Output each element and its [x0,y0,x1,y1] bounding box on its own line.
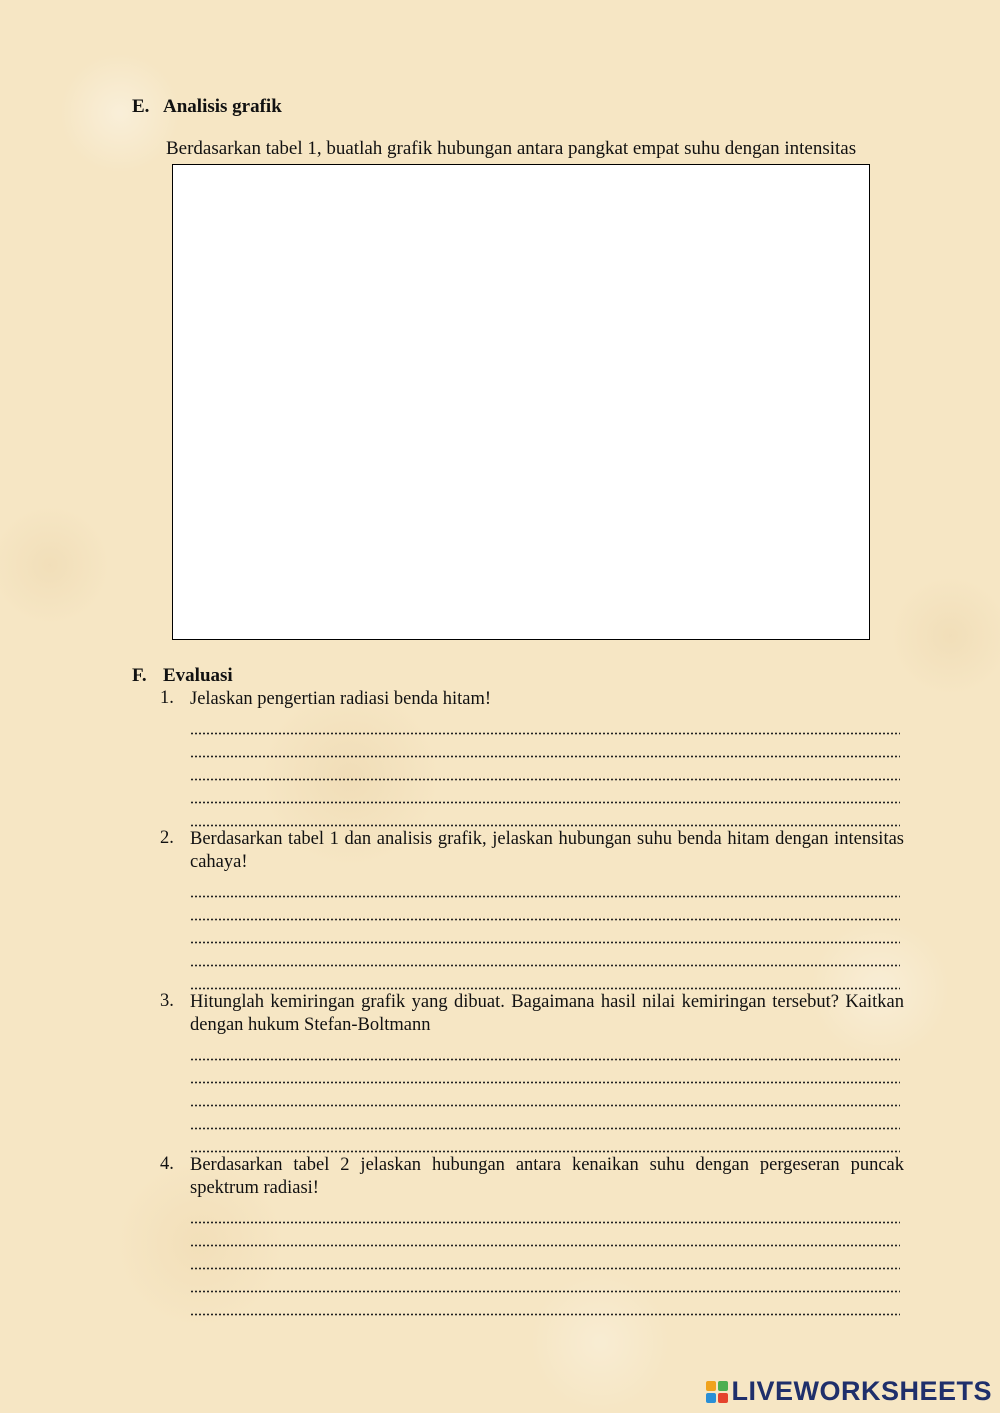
section-f-heading [132,665,233,687]
question-number: 2. [160,828,174,848]
answer-line[interactable] [190,759,900,782]
logo-square-icon [706,1393,716,1403]
answer-line[interactable] [190,713,900,736]
answer-line[interactable] [190,1062,900,1085]
answer-line[interactable] [190,1225,900,1248]
answer-line[interactable] [190,1248,900,1271]
logo-square-icon [718,1381,728,1391]
question-text: Hitunglah kemiringan grafik yang dibuat. Bagaimana hasil nilai kemiringan tersebut? Kaitkan dengan hukum Stefan-Boltmann [190,992,904,1035]
answer-line[interactable] [190,968,900,991]
answer-line[interactable] [190,736,900,759]
answer-line[interactable] [190,1131,900,1154]
answer-area-2 [190,876,904,991]
question-number: 1. [160,688,174,708]
liveworksheets-logo-text: LIVEWORKSHEETS [731,1376,992,1406]
answer-line[interactable] [190,1271,900,1294]
logo-square-icon [718,1393,728,1403]
liveworksheets-logo-icon [706,1381,728,1403]
graph-instruction: Berdasarkan tabel 1, buatlah grafik hubungan antara pangkat empat suhu dengan intensitas [166,138,857,159]
section-e-letter: E. [132,96,150,117]
question-1 [160,688,904,828]
question-4 [160,1154,904,1317]
answer-line[interactable] [190,1039,900,1062]
answer-line[interactable] [190,1202,900,1225]
graph-drawing-area[interactable] [172,164,870,640]
answer-line[interactable] [190,805,900,828]
question-number: 3. [160,991,174,1011]
section-f-letter: F. [132,665,147,686]
question-3 [160,991,904,1154]
answer-area-1 [190,713,904,828]
answer-area-3 [190,1039,904,1154]
answer-line[interactable] [190,1108,900,1131]
answer-line[interactable] [190,876,900,899]
question-text: Berdasarkan tabel 2 jelaskan hubungan antara kenaikan suhu dengan pergeseran puncak spektrum radiasi! [190,1155,904,1198]
answer-line[interactable] [190,1085,900,1108]
answer-area-4 [190,1202,904,1317]
section-e-heading [132,96,282,118]
question-text: Jelaskan pengertian radiasi benda hitam! [190,689,492,709]
answer-line[interactable] [190,899,900,922]
question-text: Berdasarkan tabel 1 dan analisis grafik, jelaskan hubungan suhu benda hitam dengan intensitas cahaya! [190,829,904,872]
liveworksheets-logo[interactable] [706,1376,992,1407]
answer-line[interactable] [190,922,900,945]
question-number: 4. [160,1154,174,1174]
answer-line[interactable] [190,945,900,968]
answer-line[interactable] [190,1294,900,1317]
answer-line[interactable] [190,782,900,805]
logo-square-icon [706,1381,716,1391]
evaluation-question-list [160,688,904,1317]
question-2 [160,828,904,991]
section-f-title: Evaluasi [163,665,233,686]
section-e-title: Analisis grafik [163,96,282,117]
